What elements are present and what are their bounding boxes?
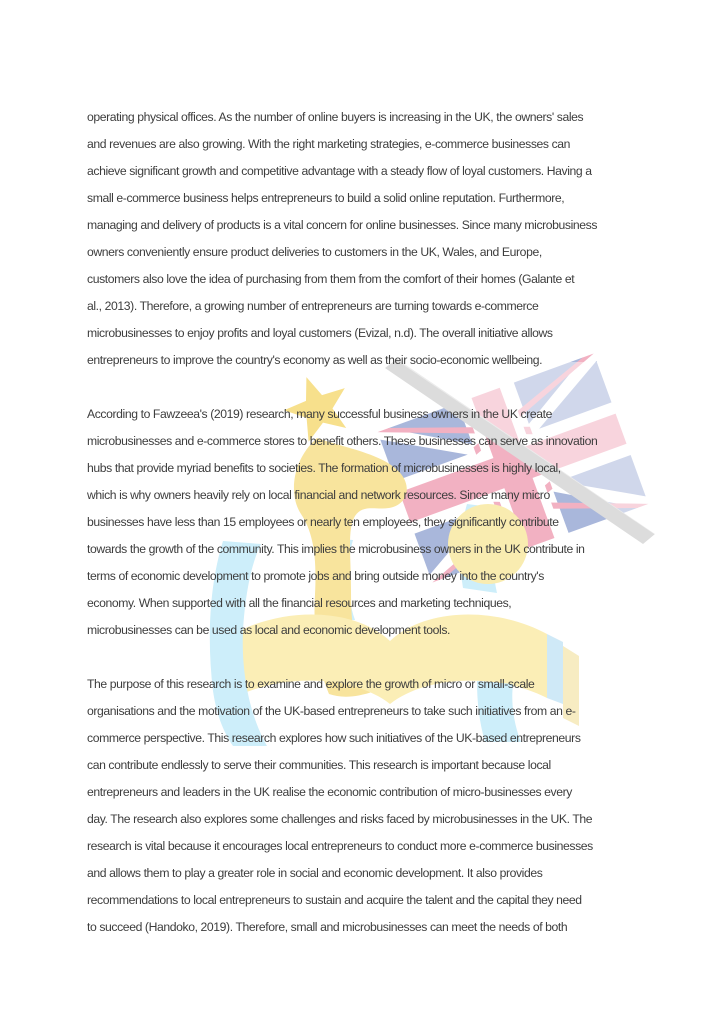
text-line: entrepreneurs and leaders in the UK realise the economic contribution of micro-businesses every bbox=[87, 785, 572, 799]
text-line: organisations and the motivation of the UK-based entrepreneurs to take such initiatives from an e- bbox=[87, 704, 576, 718]
text-line: and allows them to play a greater role in social and economic development. It also provides bbox=[87, 866, 543, 880]
text-line: to succeed (Handoko, 2019). Therefore, small and microbusinesses can meet the needs of both bbox=[87, 920, 568, 934]
text-line: terms of economic development to promote jobs and bring outside money into the country's bbox=[87, 569, 544, 583]
text-line: According to Fawzeea's (2019) research, many successful business owners in the UK create bbox=[87, 407, 553, 421]
text-line: microbusinesses can be used as local and economic development tools. bbox=[87, 623, 451, 637]
text-line: economy. When supported with all the financial resources and marketing techniques, bbox=[87, 596, 512, 610]
text-line: research is vital because it encourages local entrepreneurs to conduct more e-commerce businesses bbox=[87, 839, 593, 853]
text-line: microbusinesses and e-commerce stores to benefit others. These businesses can serve as innovation bbox=[87, 434, 598, 448]
text-line: which is why owners heavily rely on local financial and network resources. Since many micro bbox=[87, 488, 550, 502]
text-line: entrepreneurs to improve the country's economy as well as their socio-economic wellbeing. bbox=[87, 353, 543, 367]
text-line: recommendations to local entrepreneurs to sustain and acquire the talent and the capital they need bbox=[87, 893, 582, 907]
text-line: commerce perspective. This research explores how such initiatives of the UK-based entrepreneurs bbox=[87, 731, 581, 745]
text-line: hubs that provide myriad benefits to societies. The formation of microbusinesses is highly local, bbox=[87, 461, 561, 475]
text-line: microbusinesses to enjoy profits and loyal customers (Evizal, n.d). The overall initiative allows bbox=[87, 326, 553, 340]
text-line: The purpose of this research is to examine and explore the growth of micro or small-scale bbox=[87, 677, 535, 691]
text-line: day. The research also explores some challenges and risks faced by microbusinesses in the UK. The bbox=[87, 812, 593, 826]
text-line: and revenues are also growing. With the right marketing strategies, e-commerce businesses can bbox=[87, 137, 571, 151]
text-line: operating physical offices. As the number of online buyers is increasing in the UK, the owners' sales bbox=[87, 110, 584, 124]
text-line: achieve significant growth and competitive advantage with a steady flow of loyal customers. Having a bbox=[87, 164, 592, 178]
text-line: can contribute endlessly to serve their communities. This research is important because local bbox=[87, 758, 551, 772]
paragraph-3 bbox=[87, 671, 647, 941]
text-line: managing and delivery of products is a vital concern for online businesses. Since many microbusiness bbox=[87, 218, 598, 232]
text-line: small e-commerce business helps entrepreneurs to build a solid online reputation. Furthermore, bbox=[87, 191, 565, 205]
paragraph-1 bbox=[87, 104, 647, 374]
text-line: towards the growth of the community. This implies the microbusiness owners in the UK contribute in bbox=[87, 542, 585, 556]
text-line: al., 2013). Therefore, a growing number of entrepreneurs are turning towards e-commerce bbox=[87, 299, 539, 313]
text-line: customers also love the idea of purchasing from them from the comfort of their homes (Galante et bbox=[87, 272, 575, 286]
text-line: owners conveniently ensure product deliveries to customers in the UK, Wales, and Europe, bbox=[87, 245, 542, 259]
text-line: businesses have less than 15 employees or nearly ten employees, they significantly contribute bbox=[87, 515, 559, 529]
page-text bbox=[87, 104, 647, 941]
paragraph-2 bbox=[87, 401, 647, 644]
